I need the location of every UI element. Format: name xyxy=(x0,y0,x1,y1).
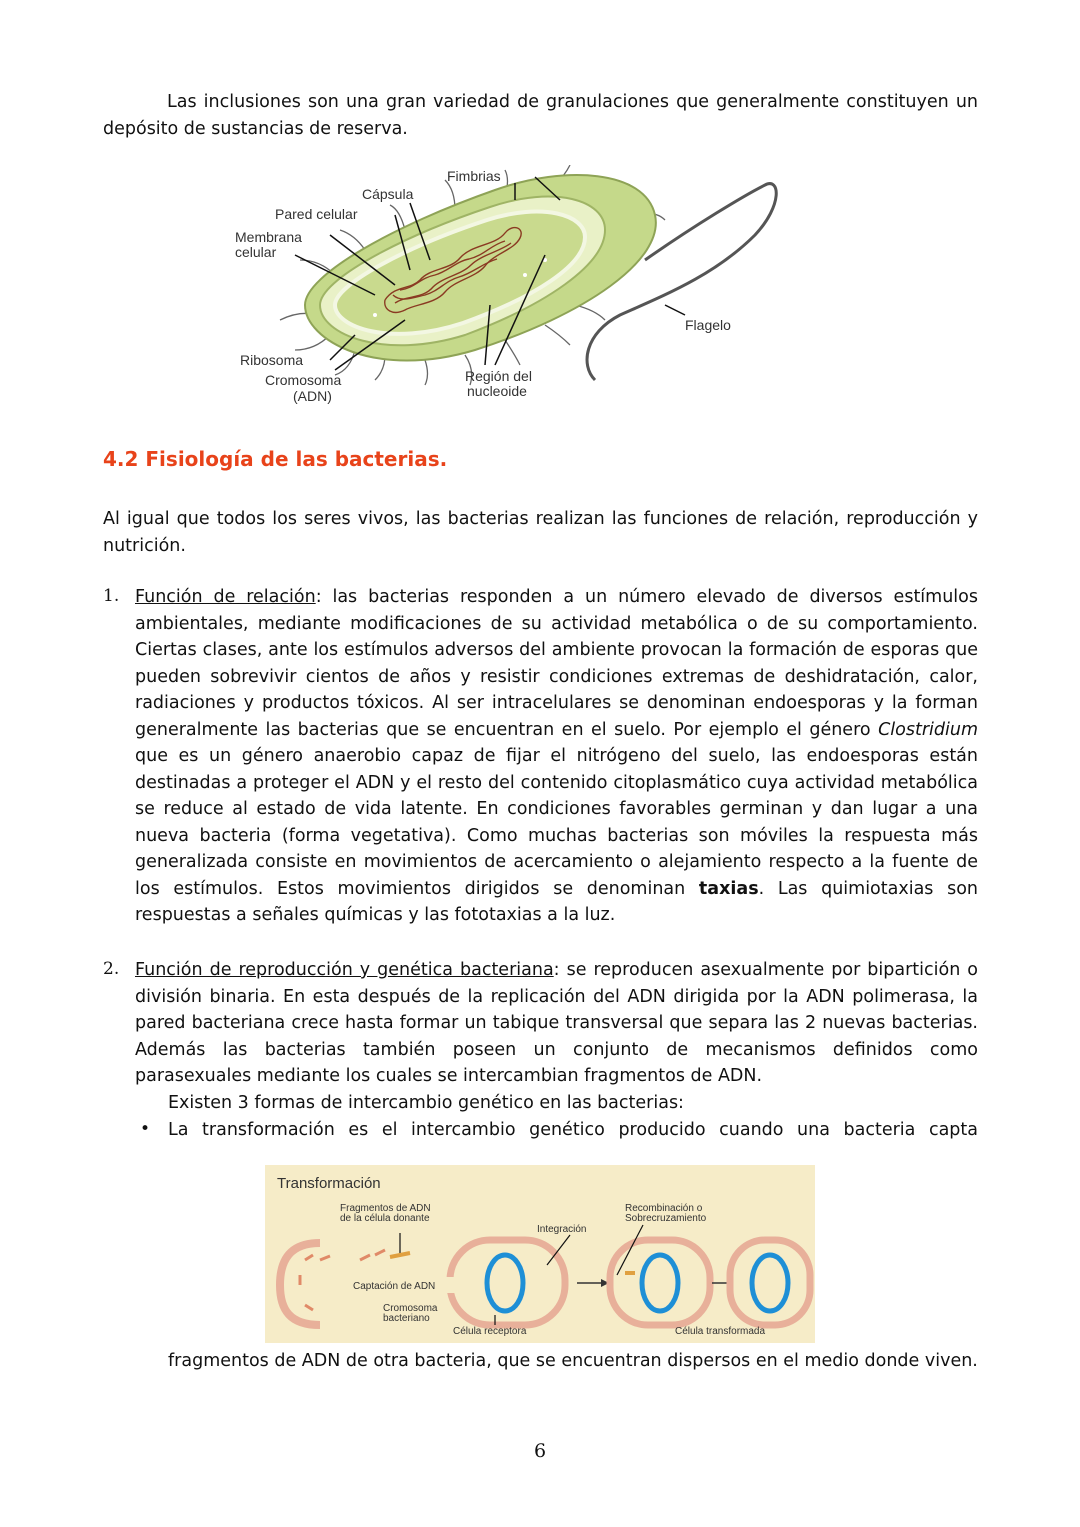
item-1-genus: Clostridium xyxy=(878,719,978,740)
item-1-text-b: que es un género anaerobio capaz de fijar el nitrógeno del suelo, las endoesporas están destinadas a proteger el ADN y el resto del contenido citoplasmático cuya actividad metabólica se reduce al estado de vida latente. En condiciones favorables germinan y dan lugar a una nueva bacteria (forma vegetativa). Como muchas bacterias son móviles la respuesta más generalizada consiste en movimientos de acercamiento o alejamiento respecto a la fuente de los estímulos. Estos movimientos dirigidos se denominan xyxy=(135,746,978,899)
item-2-number: 2. xyxy=(103,959,120,979)
exchange-intro: Existen 3 formas de intercambio genético en las bacterias: xyxy=(168,1093,684,1113)
bacteria-structure-diagram xyxy=(225,165,785,410)
label-cromosoma: Cromosoma xyxy=(383,1303,438,1314)
label-integracion: Integración xyxy=(537,1224,587,1235)
item-2-title: Función de reproducción y genética bacteriana xyxy=(135,960,554,980)
item-2-paragraph xyxy=(135,957,978,1090)
section-title: 4.2 Fisiología de las bacterias. xyxy=(103,447,448,471)
label-celular: celular xyxy=(235,244,277,260)
item-1-text-a: : las bacterias responden a un número elevado de diversos estímulos ambientales, mediante modificaciones de su actividad metabólica o de su comportamiento. Ciertas clases, ante los estímulos adversos del ambiente provocan la formación de esporas que pueden sobrevivir cientos de años y resistir condiciones extremas de deshidratación, calor, radiaciones y productos tóxicos. Al ser intracelulares se denominan endoesporas y la forman generalmente las bacterias que se encuentran en el suelo. Por ejemplo el género xyxy=(135,587,978,740)
transformation-diagram xyxy=(265,1165,815,1343)
label-capsula: Cápsula xyxy=(362,186,414,202)
bullet: • xyxy=(140,1119,151,1139)
label-ribosoma: Ribosoma xyxy=(240,352,304,368)
label-membrana: Membrana xyxy=(235,229,302,245)
label-adn: (ADN) xyxy=(293,388,332,404)
section-intro: Al igual que todos los seres vivos, las bacterias realizan las funciones de relación, reproducción y nutrición. xyxy=(103,509,978,556)
label-bacteriano: bacteriano xyxy=(383,1313,430,1324)
item-2-text-a: : se reproducen asexualmente por bipartición o división binaria. En esta después de la replicación del ADN dirigida por la ADN polimerasa, la pared bacteriana crece hasta formar un tabique transversal que separa las 2 nuevas bacterias. Además las bacterias también poseen un conjunto de mecanismos definidos como parasexuales mediante los cuales se intercambian fragmentos de ADN. xyxy=(135,960,979,1086)
label-nucleoide: nucleoide xyxy=(467,383,527,399)
label-flagelo: Flagelo xyxy=(685,317,731,333)
label-celula-donante: de la célula donante xyxy=(340,1213,430,1224)
transformation-line-2: fragmentos de ADN de otra bacteria, que se encuentran dispersos en el medio donde viven. xyxy=(168,1351,978,1371)
item-1-title: Función de relación xyxy=(135,587,316,607)
label-region-del: Región del xyxy=(465,368,532,384)
item-1-text-c: . Las quimiotaxias son respuestas a señales químicas y las fototaxias a la luz. xyxy=(135,878,978,925)
label-fimbrias: Fimbrias xyxy=(447,168,501,184)
item-1-bold: taxias xyxy=(698,878,759,899)
label-celula-transformada: Célula transformada xyxy=(675,1326,766,1337)
item-1-paragraph xyxy=(135,584,978,929)
transformation-title: Transformación xyxy=(277,1175,381,1192)
item-1-number: 1. xyxy=(103,586,120,606)
label-pared-celular: Pared celular xyxy=(275,206,358,222)
label-captacion: Captación de ADN xyxy=(353,1281,436,1292)
page-number: 6 xyxy=(533,1440,547,1462)
transformation-line-1: La transformación es el intercambio genético producido cuando una bacteria capta xyxy=(168,1120,978,1140)
label-sobrecruzamiento: Sobrecruzamiento xyxy=(625,1213,707,1224)
label-fragmentos: Fragmentos de ADN xyxy=(340,1203,431,1214)
label-cromosoma: Cromosoma xyxy=(265,372,342,388)
inclusions-paragraph: Las inclusiones son una gran variedad de granulaciones que generalmente constituyen un depósito de sustancias de reserva. xyxy=(103,92,978,139)
label-recombinacion: Recombinación o xyxy=(625,1203,703,1214)
label-celula-receptora: Célula receptora xyxy=(453,1326,527,1337)
